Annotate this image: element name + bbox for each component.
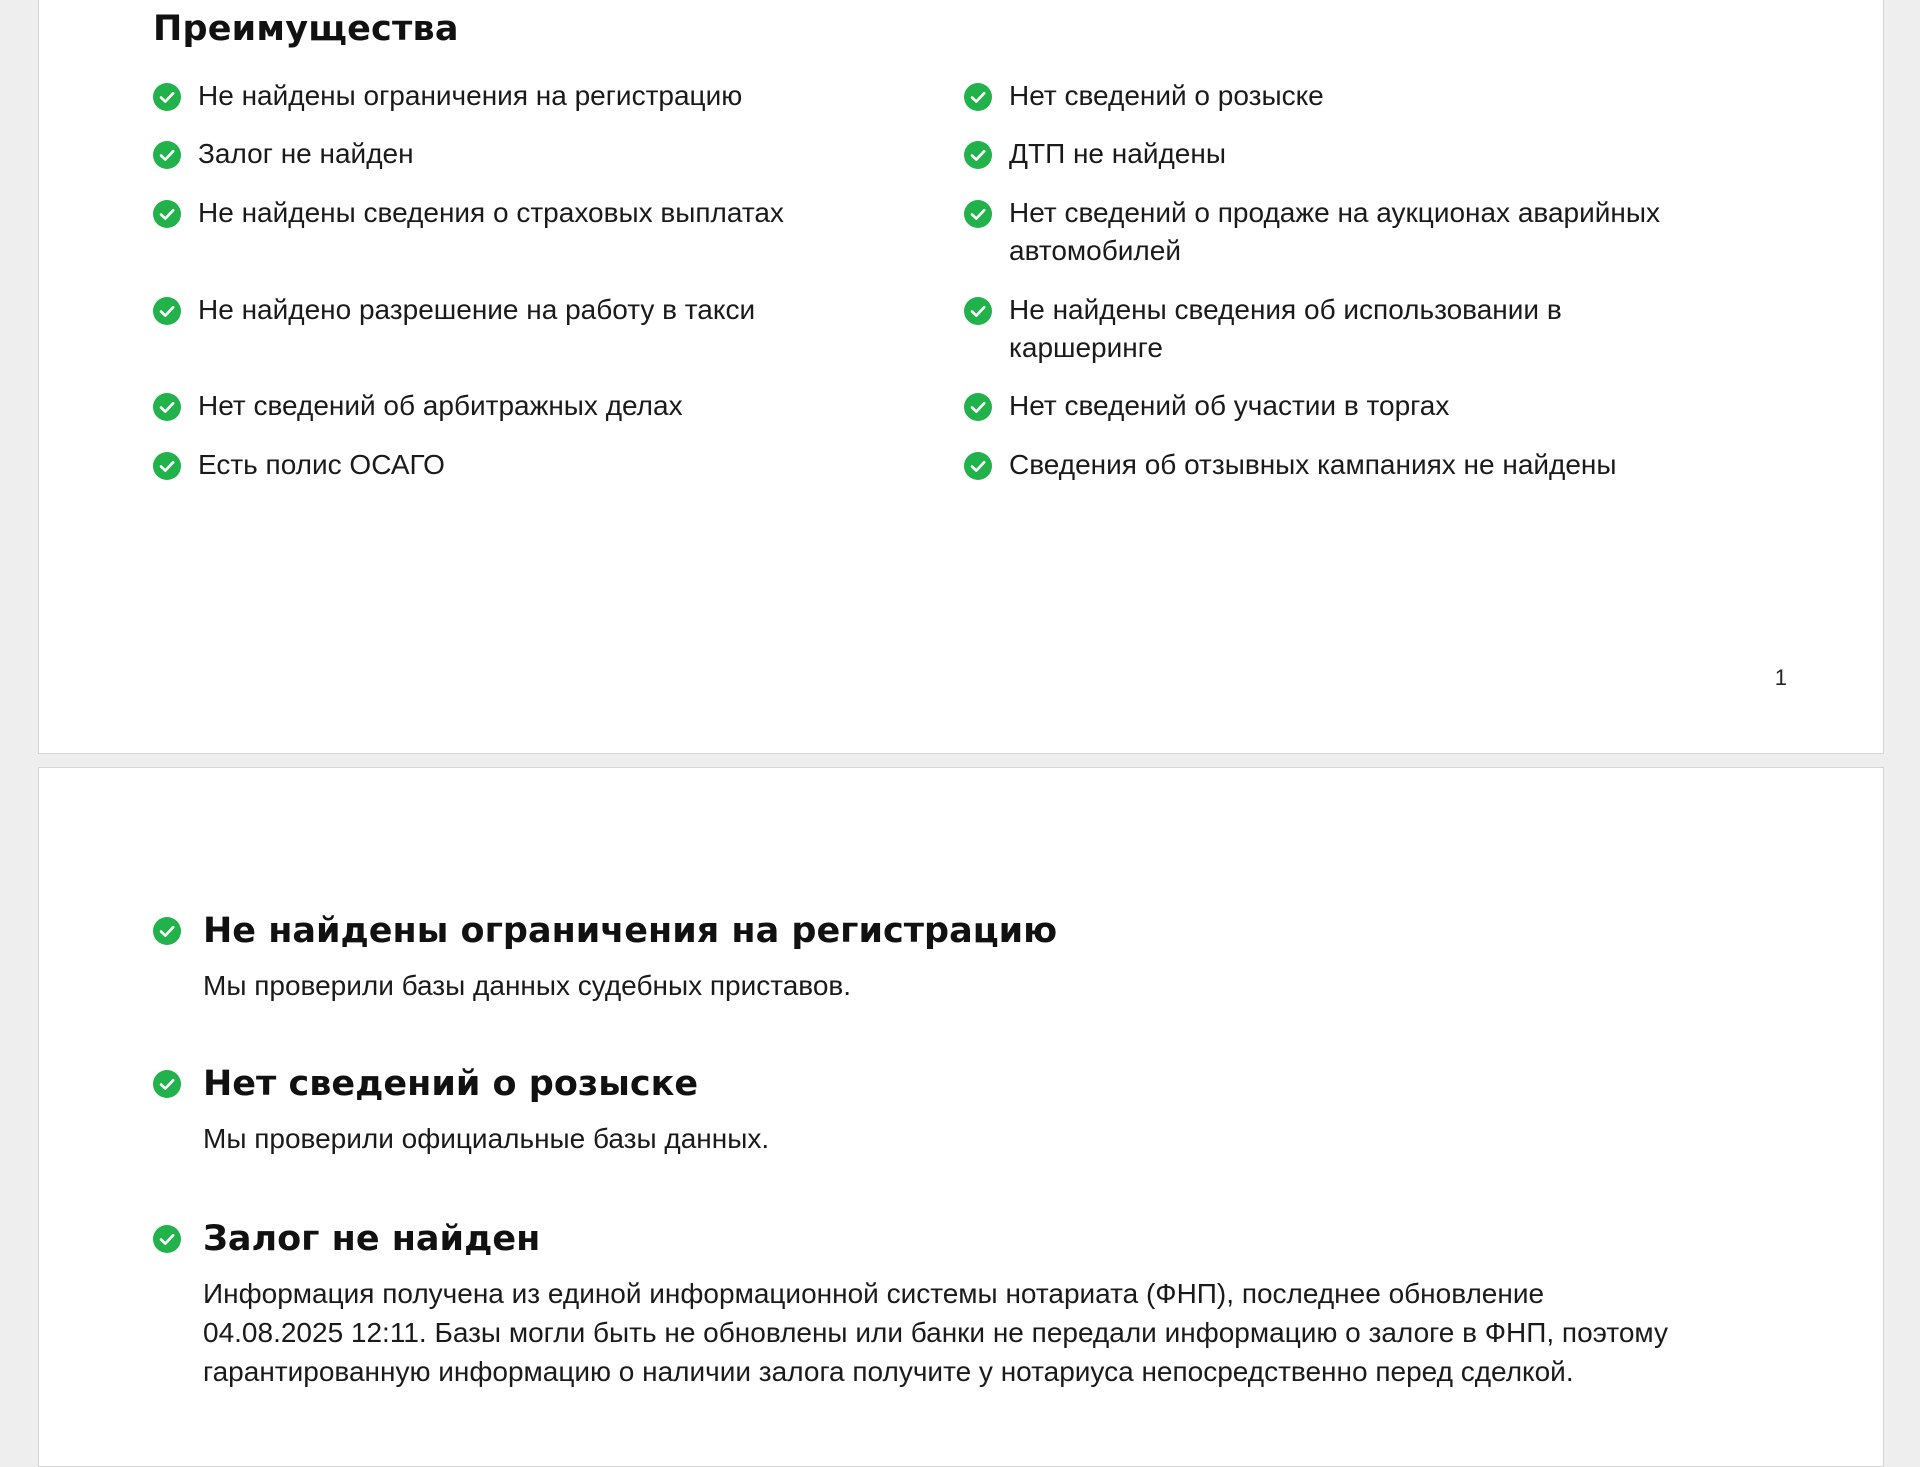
advantage-text: Есть полис ОСАГО — [198, 449, 445, 480]
detail-title: Не найдены ограничения на регистрацию — [203, 911, 1058, 951]
advantage-text: Нет сведений об арбитражных делах — [198, 390, 683, 421]
advantage-text: Сведения об отзывных кампаниях не найдены — [1009, 449, 1617, 480]
detail-section — [153, 1216, 1673, 1391]
check-circle-icon — [964, 297, 992, 325]
advantage-item — [964, 194, 1704, 270]
advantage-item — [964, 387, 1764, 425]
report-page-2 — [38, 767, 1884, 1467]
check-circle-icon — [153, 297, 181, 325]
check-circle-icon — [153, 452, 181, 480]
detail-body: Мы проверили базы данных судебных приставов. — [203, 970, 852, 1001]
check-circle-icon — [153, 1225, 181, 1253]
advantage-item — [964, 291, 1604, 367]
advantage-text: Не найдены сведения об использовании в каршеринге — [1009, 294, 1562, 363]
advantage-text: ДТП не найдены — [1009, 138, 1226, 169]
advantage-text: Не найдено разрешение на работу в такси — [198, 294, 756, 325]
check-circle-icon — [964, 200, 992, 228]
advantage-text: Нет сведений о продаже на аукционах аварийных автомобилей — [1009, 197, 1660, 266]
check-circle-icon — [153, 141, 181, 169]
check-circle-icon — [153, 917, 181, 945]
advantage-text: Залог не найден — [198, 138, 414, 169]
check-circle-icon — [964, 452, 992, 480]
advantage-text: Не найдены ограничения на регистрацию — [198, 80, 743, 111]
check-circle-icon — [964, 141, 992, 169]
detail-header — [153, 1061, 1713, 1107]
detail-header — [153, 908, 1713, 954]
advantage-item — [964, 77, 1764, 115]
check-circle-icon — [964, 393, 992, 421]
advantage-text: Не найдены сведения о страховых выплатах — [198, 197, 784, 228]
advantage-text: Нет сведений о розыске — [1009, 80, 1324, 111]
advantage-item — [964, 135, 1764, 173]
detail-header — [153, 1216, 1673, 1262]
report-page-1 — [38, 0, 1884, 754]
advantage-text: Нет сведений об участии в торгах — [1009, 390, 1450, 421]
advantage-item — [153, 77, 933, 115]
advantage-item — [964, 446, 1764, 484]
detail-section — [153, 908, 1713, 1005]
detail-body: Мы проверили официальные базы данных. — [203, 1123, 770, 1154]
check-circle-icon — [153, 200, 181, 228]
detail-title: Залог не найден — [203, 1219, 541, 1259]
advantage-item — [153, 446, 933, 484]
detail-body: Информация получена из единой информационной системы нотариата (ФНП), последнее обновление 04.08.2025 12:11. Базы могли быть не обновлены или банки не передали информацию о залоге в ФНП, поэтому гарантированную информацию о наличии залога получите у нотариуса непосредственно перед сделкой. — [203, 1278, 1668, 1387]
page-number: 1 — [1774, 665, 1787, 690]
advantages-title: Преимущества — [153, 9, 459, 49]
advantage-item — [153, 194, 933, 232]
detail-section — [153, 1061, 1713, 1158]
check-circle-icon — [153, 1070, 181, 1098]
advantage-item — [153, 387, 933, 425]
check-circle-icon — [153, 393, 181, 421]
advantage-item — [153, 291, 933, 329]
check-circle-icon — [153, 83, 181, 111]
check-circle-icon — [964, 83, 992, 111]
detail-title: Нет сведений о розыске — [203, 1064, 699, 1104]
advantage-item — [153, 135, 933, 173]
